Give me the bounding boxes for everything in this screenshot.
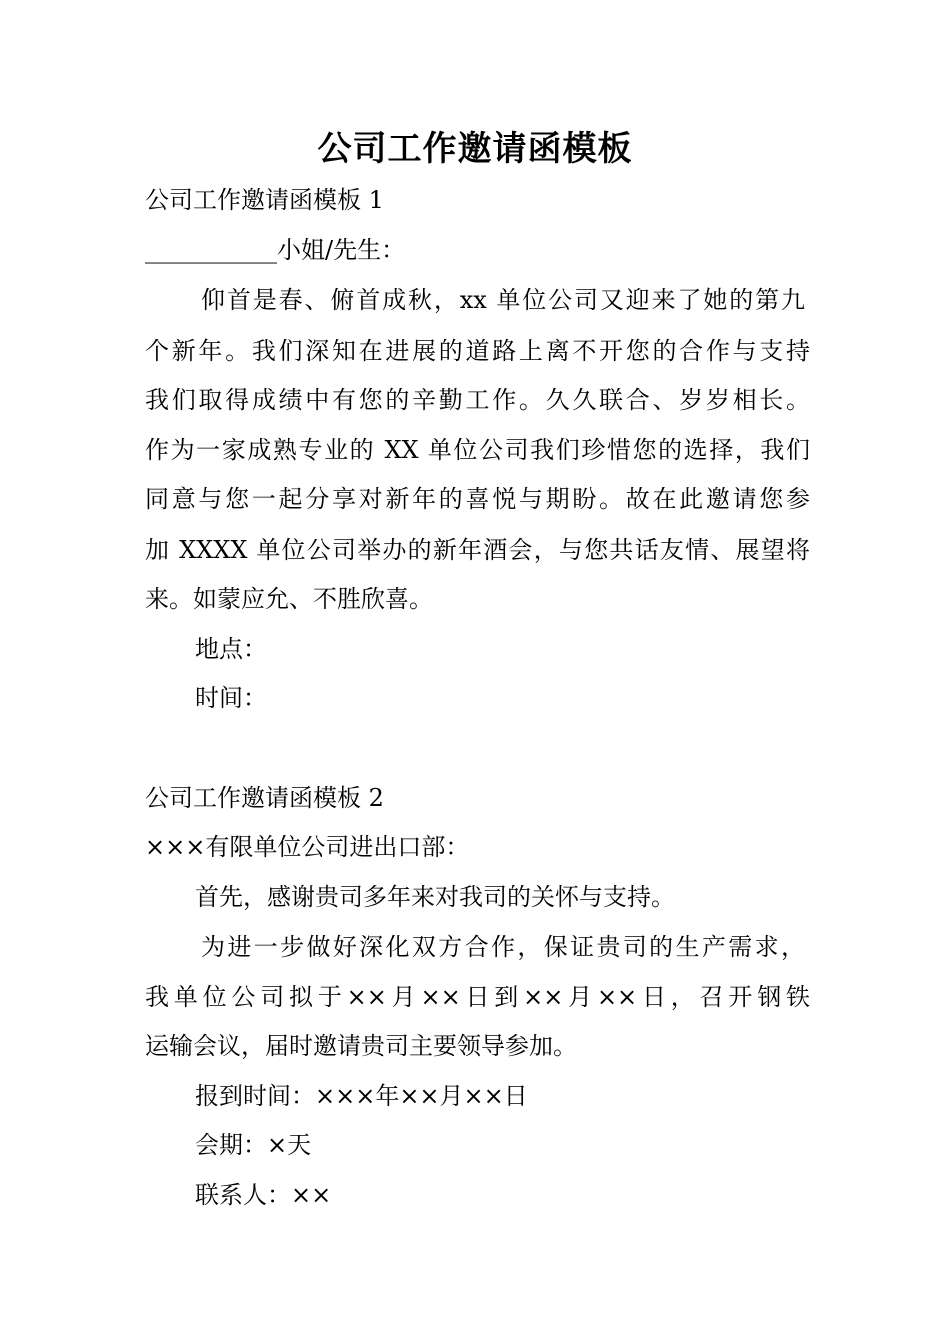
salutation: ___________小姐/先生： [145,236,406,264]
paragraph-line-7: 来。如蒙应允、不胜欣喜。 [145,585,433,613]
section2-paragraph-line-3: 运输会议，届时邀请贵司主要领导参加。 [145,1032,577,1060]
location-label: 地点： [195,635,267,663]
duration-line: 会期：×天 [195,1131,312,1159]
paragraph-line-5: 同意与您一起分享对新年的喜悦与期盼。故在此邀请您参 [145,485,810,513]
section2-paragraph-line-2: 我单位公司拟于××月××日到××月××日，召开钢铁 [145,983,810,1011]
recipient-line: ×××有限单位公司进出口部： [145,833,470,861]
report-time-line: 报到时间：×××年××月××日 [195,1082,528,1110]
paragraph-line-6: 加 XXXX 单位公司举办的新年酒会，与您共话友情、展望将 [145,536,810,564]
paragraph-line-3: 我们取得成绩中有您的辛勤工作。久久联合、岁岁相长。 [145,386,810,414]
paragraph-line-1: 仰首是春、俯首成秋，xx 单位公司又迎来了她的第九 [201,286,805,314]
contact-line: 联系人：×× [195,1181,332,1209]
time-label: 时间： [195,684,267,712]
paragraph-line-4: 作为一家成熟专业的 XX 单位公司我们珍惜您的选择，我们 [145,436,810,464]
document-title: 公司工作邀请函模板 [317,129,633,169]
section2-paragraph-line-1: 为进一步做好深化双方合作，保证贵司的生产需求， [201,933,805,961]
thanks-line: 首先，感谢贵司多年来对我司的关怀与支持。 [195,883,675,911]
section2-heading: 公司工作邀请函模板 2 [145,784,384,812]
paragraph-line-2: 个新年。我们深知在进展的道路上离不开您的合作与支持 [145,337,810,365]
section1-heading: 公司工作邀请函模板 1 [145,186,384,214]
